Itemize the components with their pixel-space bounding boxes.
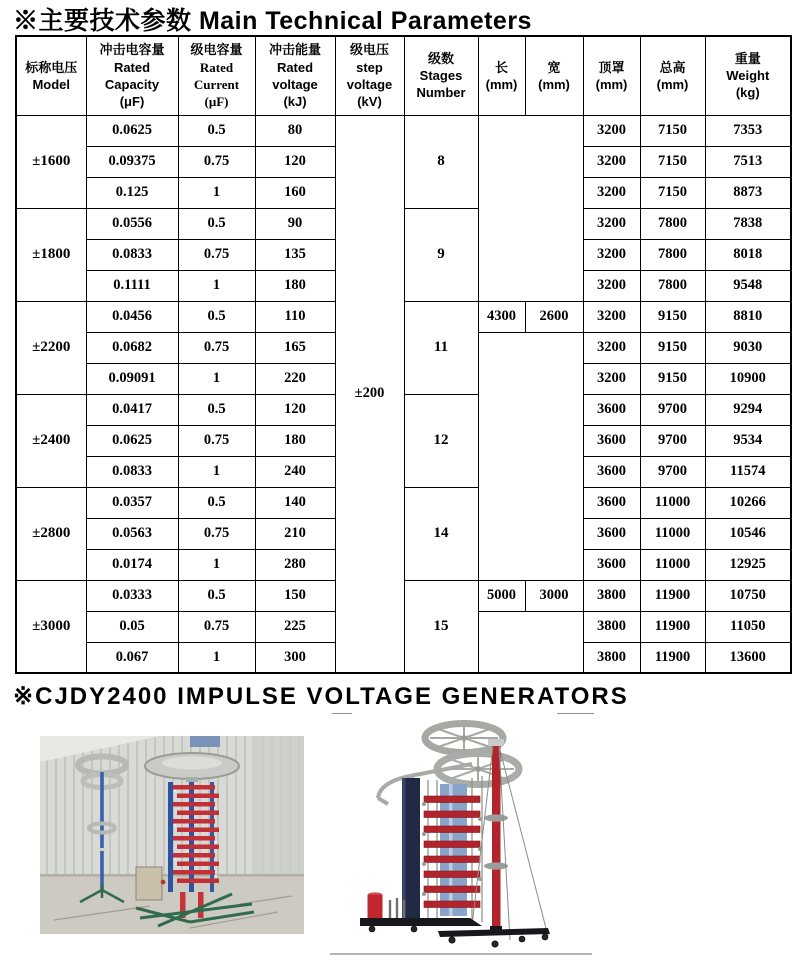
toroid-support — [186, 777, 198, 782]
transformer-knob — [161, 880, 166, 885]
cylinder-red — [368, 895, 383, 918]
base-center-post — [490, 926, 502, 935]
cell-height: 9700 — [640, 394, 705, 425]
cell-height: 7800 — [640, 270, 705, 301]
col-header-model: 标称电压 Model — [16, 36, 86, 115]
cell-energy: 140 — [255, 487, 335, 518]
cell-cover: 3600 — [583, 549, 640, 580]
cell-weight: 8018 — [705, 239, 791, 270]
cell-weight: 10750 — [705, 580, 791, 611]
cell-height: 9150 — [640, 332, 705, 363]
cell-model: ±1600 — [16, 115, 86, 208]
col-header-step-voltage: 级电压 step voltage (kV) — [335, 36, 404, 115]
cell-current: 1 — [178, 363, 255, 394]
cell-energy: 180 — [255, 425, 335, 456]
cell-weight: 11574 — [705, 456, 791, 487]
wall-right-panel — [252, 736, 304, 876]
cell-height: 11000 — [640, 518, 705, 549]
cell-capacity: 0.0333 — [86, 580, 178, 611]
cell-energy: 300 — [255, 642, 335, 673]
col-header-top-cover: 顶罩 (mm) — [583, 36, 640, 115]
cell-capacity: 0.0682 — [86, 332, 178, 363]
cell-weight: 8810 — [705, 301, 791, 332]
cell-dims-empty — [478, 115, 583, 301]
flange-lower — [484, 862, 508, 869]
cell-height: 7150 — [640, 146, 705, 177]
cell-capacity: 0.0174 — [86, 549, 178, 580]
cell-capacity: 0.0625 — [86, 115, 178, 146]
col-header-rated-capacity: 冲击电容量 Rated Capacity (μF) — [86, 36, 178, 115]
cell-current: 0.5 — [178, 115, 255, 146]
cell-capacity: 0.0625 — [86, 425, 178, 456]
cell-energy: 220 — [255, 363, 335, 394]
cell-weight: 9294 — [705, 394, 791, 425]
cell-energy: 80 — [255, 115, 335, 146]
cell-energy: 120 — [255, 146, 335, 177]
toroid-main-highlight — [162, 757, 222, 770]
toroid-ring-top — [425, 724, 503, 753]
cell-dims-empty — [478, 611, 583, 673]
cell-stages: 8 — [404, 115, 478, 208]
cell-cover: 3800 — [583, 642, 640, 673]
table-row — [16, 115, 791, 146]
cell-current: 0.75 — [178, 425, 255, 456]
cell-height: 9700 — [640, 425, 705, 456]
cell-weight: 9534 — [705, 425, 791, 456]
cell-current: 1 — [178, 177, 255, 208]
cell-current: 1 — [178, 456, 255, 487]
cell-weight: 9548 — [705, 270, 791, 301]
cell-current: 0.5 — [178, 580, 255, 611]
column-red — [492, 746, 501, 928]
cell-cover: 3200 — [583, 332, 640, 363]
cell-stages: 9 — [404, 208, 478, 301]
leg-red-right — [198, 892, 204, 918]
cell-capacity: 0.0833 — [86, 456, 178, 487]
cell-current: 0.5 — [178, 394, 255, 425]
roof-vent — [190, 736, 220, 747]
cell-cover: 3200 — [583, 239, 640, 270]
cell-cover: 3600 — [583, 425, 640, 456]
cell-capacity: 0.09375 — [86, 146, 178, 177]
cell-capacity: 0.09091 — [86, 363, 178, 394]
cell-model: ±3000 — [16, 580, 86, 673]
cell-weight: 7838 — [705, 208, 791, 239]
column-blue-left — [168, 782, 173, 892]
col-header-stages-number: 级数 Stages Number — [404, 36, 478, 115]
cell-capacity: 0.0563 — [86, 518, 178, 549]
cell-cover: 3200 — [583, 177, 640, 208]
cell-length: 5000 — [478, 580, 525, 611]
cell-height: 11000 — [640, 549, 705, 580]
cell-stages: 15 — [404, 580, 478, 673]
cell-energy: 180 — [255, 270, 335, 301]
cell-width: 2600 — [525, 301, 583, 332]
cell-cover: 3200 — [583, 208, 640, 239]
cell-height: 7800 — [640, 239, 705, 270]
cell-height: 11900 — [640, 611, 705, 642]
cell-model: ±2200 — [16, 301, 86, 394]
col-header-weight: 重量 Weight (kg) — [705, 36, 791, 115]
cell-current: 0.5 — [178, 301, 255, 332]
cell-width: 3000 — [525, 580, 583, 611]
cell-weight: 10900 — [705, 363, 791, 394]
col-header-width: 宽 (mm) — [525, 36, 583, 115]
cell-height: 11000 — [640, 487, 705, 518]
cell-energy: 135 — [255, 239, 335, 270]
panel-stripe — [449, 784, 453, 916]
cell-stages: 12 — [404, 394, 478, 487]
cell-height: 7150 — [640, 177, 705, 208]
cell-weight: 12925 — [705, 549, 791, 580]
cell-capacity: 0.1111 — [86, 270, 178, 301]
flange-upper — [484, 814, 508, 821]
pole-joint — [99, 848, 105, 851]
page-divider-line — [330, 953, 592, 955]
cell-model: ±2400 — [16, 394, 86, 487]
cell-capacity: 0.0357 — [86, 487, 178, 518]
cell-capacity: 0.0833 — [86, 239, 178, 270]
header-row — [16, 36, 791, 115]
cell-energy: 280 — [255, 549, 335, 580]
cell-cover: 3800 — [583, 611, 640, 642]
cell-cover: 3600 — [583, 518, 640, 549]
cell-capacity: 0.067 — [86, 642, 178, 673]
cell-current: 0.75 — [178, 518, 255, 549]
cell-cover: 3200 — [583, 146, 640, 177]
cell-capacity: 0.0556 — [86, 208, 178, 239]
cell-cover: 3600 — [583, 487, 640, 518]
cell-weight: 7353 — [705, 115, 791, 146]
cell-energy: 210 — [255, 518, 335, 549]
cell-height: 11900 — [640, 580, 705, 611]
cell-weight: 9030 — [705, 332, 791, 363]
table-row — [16, 487, 791, 518]
cell-height: 7800 — [640, 208, 705, 239]
cell-dims-empty — [478, 332, 583, 580]
page-title: ※主要技术参数 Main Technical Parameters — [13, 7, 532, 35]
col-header-rated-voltage: 冲击能量 Rated voltage (kJ) — [255, 36, 335, 115]
cell-current: 0.75 — [178, 332, 255, 363]
cell-capacity: 0.0456 — [86, 301, 178, 332]
table-row — [16, 394, 791, 425]
col-header-rated-current: 级电容量 Rated Current (μF) — [178, 36, 255, 115]
cell-model: ±2800 — [16, 487, 86, 580]
cell-current: 1 — [178, 270, 255, 301]
cell-weight: 10546 — [705, 518, 791, 549]
cell-energy: 120 — [255, 394, 335, 425]
cell-step-voltage: ±200 — [335, 115, 404, 673]
cell-weight: 13600 — [705, 642, 791, 673]
cell-height: 9700 — [640, 456, 705, 487]
cell-current: 0.75 — [178, 239, 255, 270]
cell-energy: 90 — [255, 208, 335, 239]
photo-product-generator-image — [352, 712, 557, 955]
column-red-cap — [488, 739, 504, 746]
cell-current: 1 — [178, 549, 255, 580]
cell-energy: 110 — [255, 301, 335, 332]
cell-weight: 7513 — [705, 146, 791, 177]
cell-weight: 11050 — [705, 611, 791, 642]
cell-stages: 11 — [404, 301, 478, 394]
photo-factory-installation-image — [40, 736, 304, 934]
table-row — [16, 580, 791, 611]
table-row — [16, 301, 791, 332]
cell-height: 9150 — [640, 301, 705, 332]
col-header-total-height: 总高 (mm) — [640, 36, 705, 115]
cell-capacity: 0.125 — [86, 177, 178, 208]
panel-lightblue — [440, 784, 467, 916]
cell-cover: 3600 — [583, 394, 640, 425]
cell-current: 0.75 — [178, 611, 255, 642]
product-title: ※CJDY2400 IMPULSE VOLTAGE GENERATORS — [13, 683, 629, 710]
cell-energy: 225 — [255, 611, 335, 642]
cell-current: 0.5 — [178, 487, 255, 518]
cell-height: 7150 — [640, 115, 705, 146]
cell-cover: 3200 — [583, 270, 640, 301]
base-platform-left — [360, 918, 482, 926]
transformer-box — [136, 867, 162, 900]
cell-length: 4300 — [478, 301, 525, 332]
cell-capacity: 0.05 — [86, 611, 178, 642]
parameters-table — [15, 35, 792, 674]
cell-energy: 150 — [255, 580, 335, 611]
cell-energy: 165 — [255, 332, 335, 363]
cell-cover: 3200 — [583, 115, 640, 146]
cell-weight: 8873 — [705, 177, 791, 208]
cell-cover: 3200 — [583, 363, 640, 394]
cell-current: 0.5 — [178, 208, 255, 239]
cell-cover: 3200 — [583, 301, 640, 332]
cell-current: 0.75 — [178, 146, 255, 177]
cell-current: 1 — [178, 642, 255, 673]
cell-energy: 160 — [255, 177, 335, 208]
cell-capacity: 0.0417 — [86, 394, 178, 425]
cell-height: 9150 — [640, 363, 705, 394]
cell-stages: 14 — [404, 487, 478, 580]
cell-energy: 240 — [255, 456, 335, 487]
col-header-length: 长 (mm) — [478, 36, 525, 115]
cell-height: 11900 — [640, 642, 705, 673]
cell-cover: 3800 — [583, 580, 640, 611]
cell-model: ±1800 — [16, 208, 86, 301]
cell-cover: 3600 — [583, 456, 640, 487]
table-row — [16, 208, 791, 239]
cell-weight: 10266 — [705, 487, 791, 518]
